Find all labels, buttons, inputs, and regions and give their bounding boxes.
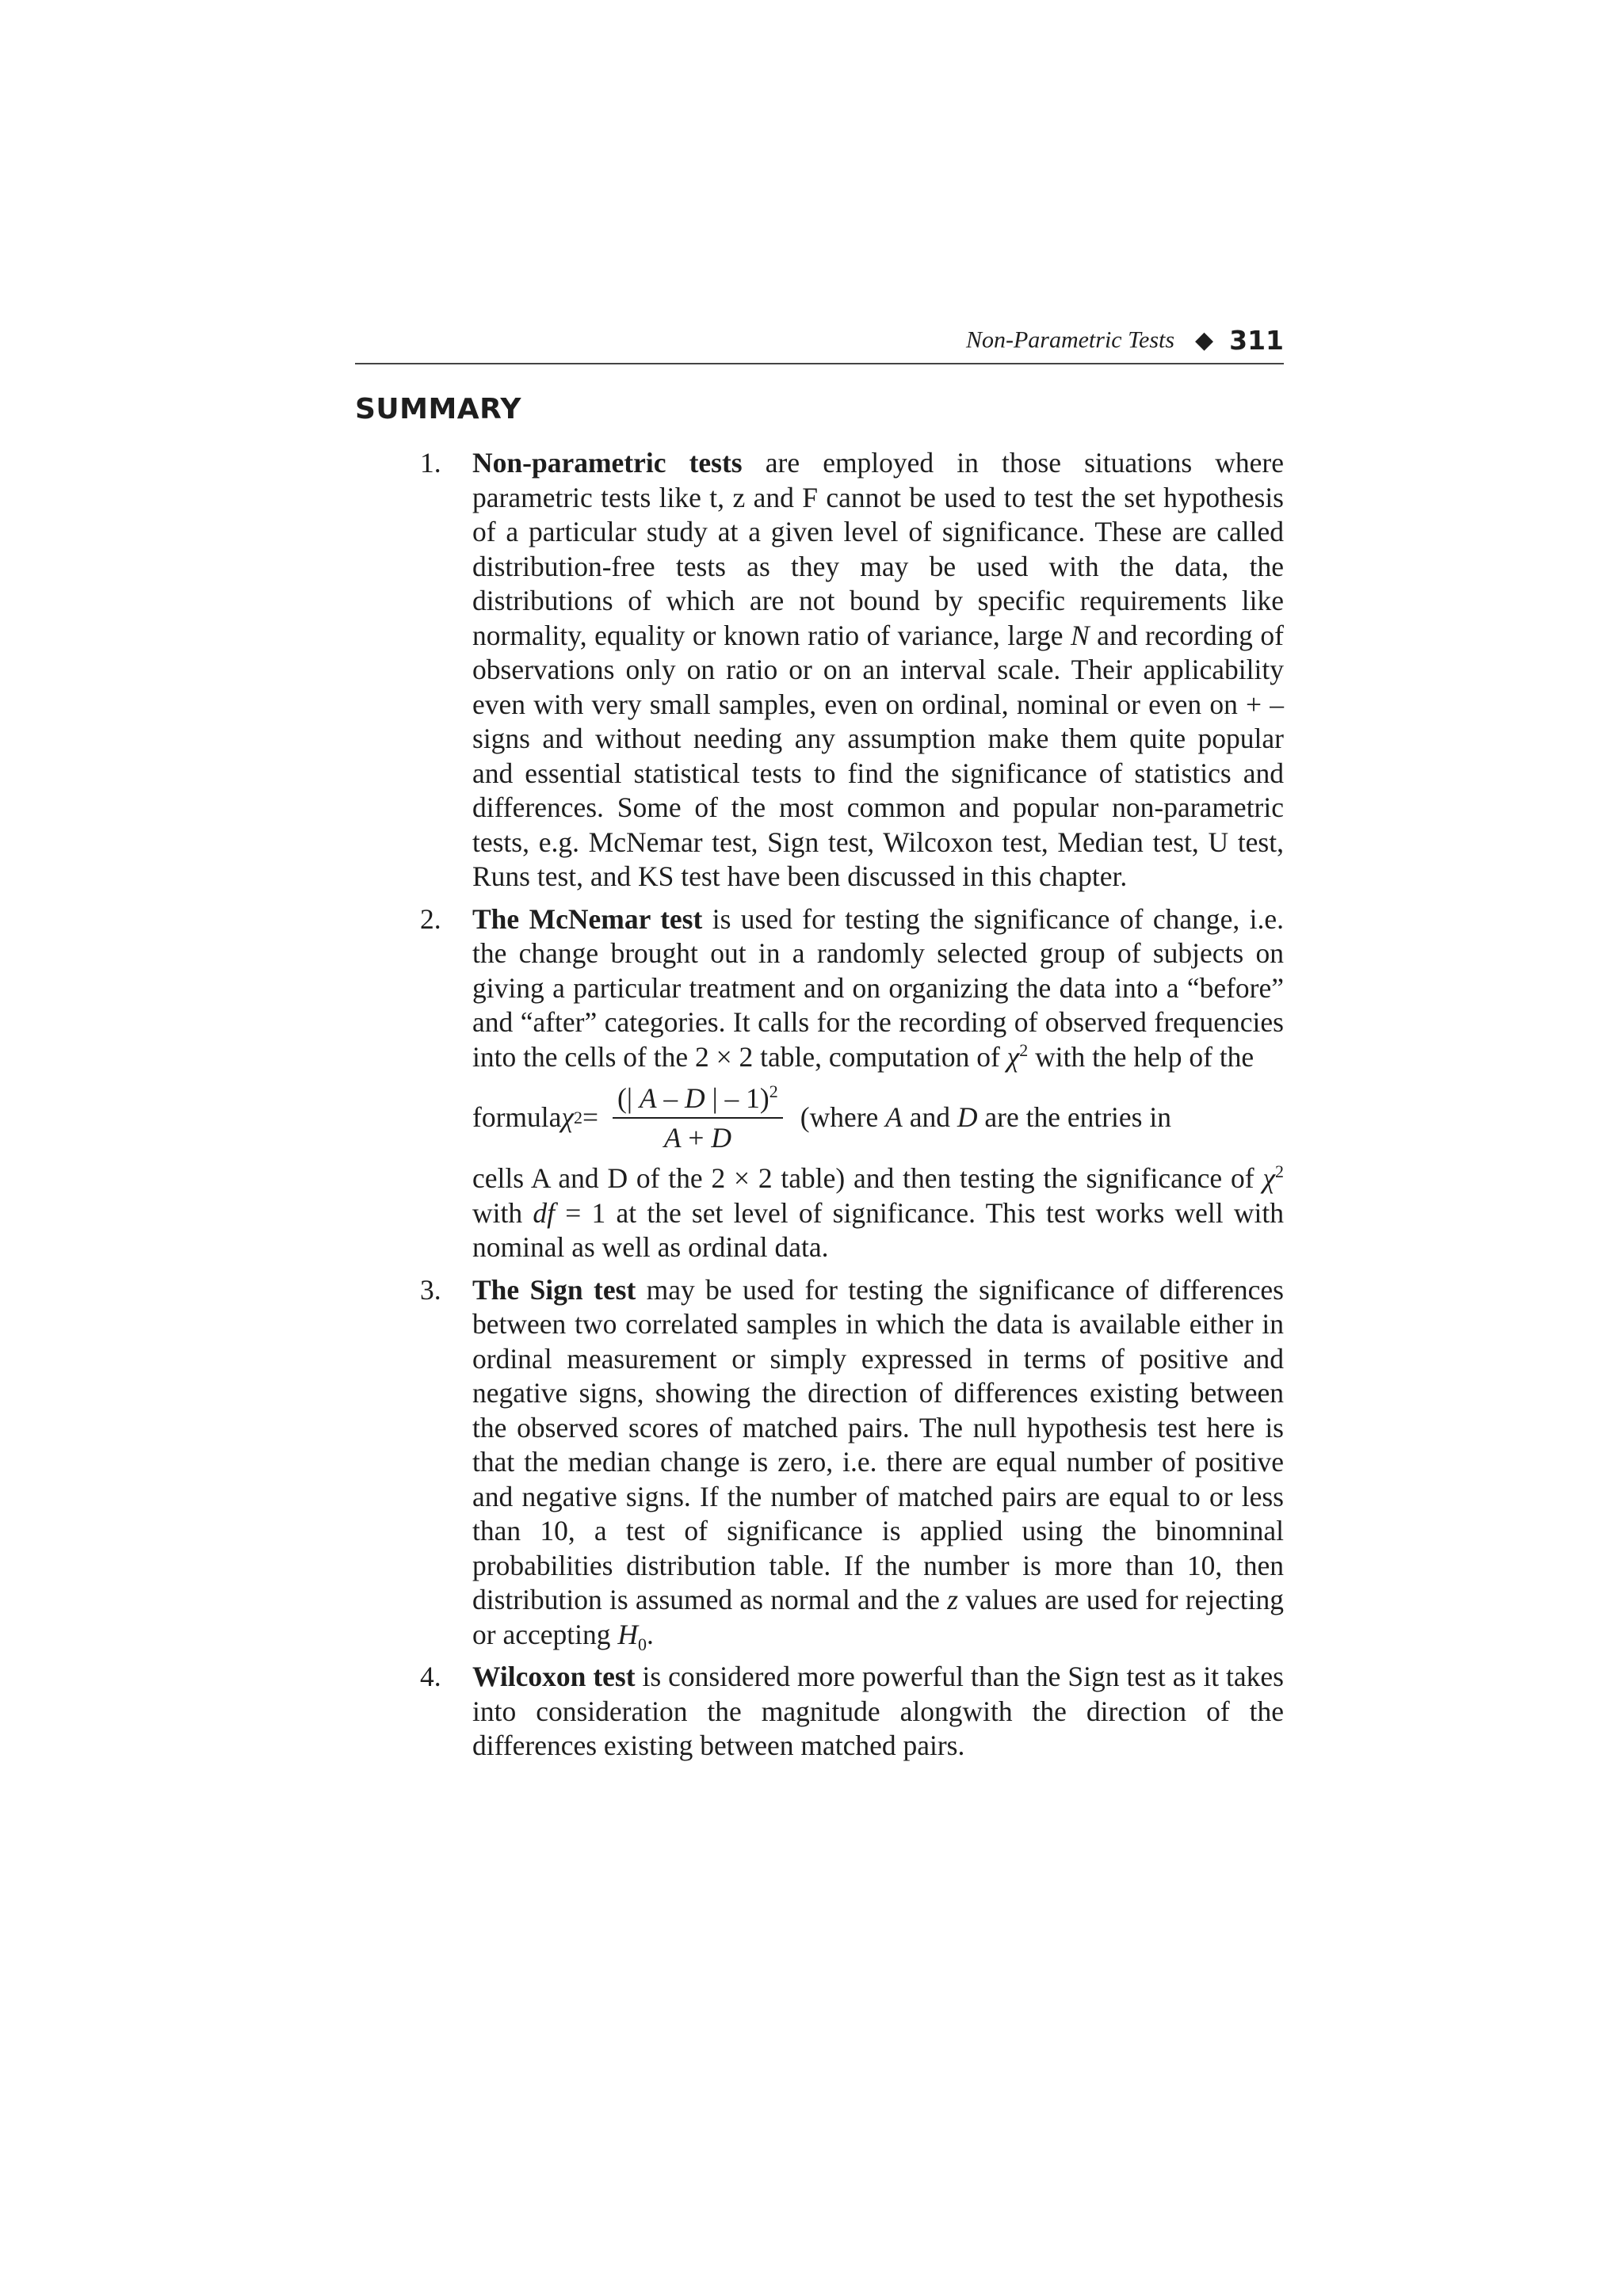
- numerator-close: | – 1): [705, 1082, 769, 1114]
- italic-variable: N: [1071, 619, 1090, 651]
- item-text: cells A and D of the 2 × 2 table) and then testing the significance of: [472, 1162, 1263, 1194]
- formula-note-text: and: [902, 1101, 957, 1134]
- formula-word: formula: [472, 1101, 562, 1134]
- denominator-plus: +: [681, 1122, 712, 1154]
- summary-heading: SUMMARY: [355, 393, 521, 425]
- item-text: is used for testing the significance of change, i.e. the change brought out in a randomly selected group of subjects on giving a particular treatment and on organizing the data into a “before” and “after” categories. It calls for the recording of observed frequencies into the cells of the 2 × 2 table, computation of: [472, 902, 1284, 1073]
- numerator-minus: –: [656, 1082, 685, 1114]
- italic-variable: z: [947, 1584, 959, 1615]
- chi-symbol: χ: [1262, 1162, 1275, 1194]
- formula-note-text: (where: [800, 1101, 886, 1134]
- subscript: 0: [637, 1634, 647, 1654]
- denominator-var-d: D: [711, 1122, 731, 1154]
- item-term: Non-parametric tests: [472, 447, 743, 479]
- italic-variable: df: [533, 1196, 555, 1229]
- item-text: with: [472, 1196, 533, 1229]
- equals-sign: =: [582, 1101, 599, 1134]
- denominator-var-a: A: [663, 1122, 682, 1154]
- item-text: and recording of observations only on ratio or on an interval scale. Their applicability even with very small samples, even on ordinal, nominal or even on + – signs and without needing any assumption make them quite popular and essential statistical tests to find the significance of statistics and differences. Some of the most common and popular non-parametric tests, e.g. McNemar test, Sign test, Wilcoxon test, Median test, U test, Runs test, and KS test have been discussed in this chapter.: [472, 619, 1284, 892]
- chi-symbol: χ: [1006, 1040, 1020, 1073]
- item-text: is considered more powerful than the Sign test as it takes into consideration the magnitude alongwith the direction of the differences existing between matched pairs.: [472, 1661, 1284, 1761]
- list-item: [355, 1273, 1284, 1653]
- item-text: may be used for testing the significance of differences between two correlated samples in which the data is available either in ordinal measurement or simply expressed in terms of positive and negative signs, showing the direction of differences existing between the observed scores of matched pairs. The null hypothesis test here is that the median change is zero, i.e. there are equal number of positive and negative signs. If the number of matched pairs are equal to or less than 10, a test of significance is applied using the binomninal probabilities distribution table. If the number is more than 10, then distribution is assumed as normal and the: [472, 1273, 1284, 1615]
- page-number: 311: [1229, 325, 1284, 356]
- item-number: 2.: [420, 902, 441, 935]
- item-text: values are used for rejecting or accepting: [472, 1584, 1284, 1650]
- formula-fraction: [613, 1082, 783, 1154]
- formula-line: formula χ 2 = $\frac{(| A - D | - 1)^2}{A + D}$ (where A and D are the entries in: [472, 1081, 1171, 1154]
- formula-note-text: are the entries in: [977, 1101, 1171, 1134]
- item-number: 3.: [420, 1273, 441, 1306]
- item-text: .: [646, 1618, 654, 1650]
- list-item: [355, 902, 1284, 1265]
- formula-denominator: [664, 1119, 731, 1154]
- item-term: Wilcoxon test: [472, 1661, 636, 1692]
- formula-note: [800, 1100, 1171, 1135]
- numerator-var-d: D: [685, 1082, 705, 1114]
- list-item: [355, 446, 1284, 894]
- formula-numerator: [613, 1082, 783, 1119]
- numerator-open: (|: [617, 1082, 640, 1114]
- item-number: 4.: [420, 1661, 441, 1692]
- item-term: The Sign test: [472, 1273, 636, 1306]
- superscript: 2: [1275, 1161, 1284, 1182]
- page: [355, 325, 1284, 1772]
- item-text: with the help of the: [1028, 1040, 1254, 1073]
- numerator-exponent: 2: [769, 1081, 778, 1102]
- running-title: Non-Parametric Tests: [965, 326, 1175, 353]
- hypothesis-symbol: H: [617, 1618, 638, 1650]
- chi-symbol: χ: [561, 1101, 575, 1134]
- item-term: The McNemar test: [472, 902, 703, 935]
- list-item: [355, 1660, 1284, 1764]
- item-text: = 1 at the set level of significance. This test works well with nominal as well as ordinal data.: [472, 1196, 1284, 1263]
- formula-note-var-d: D: [957, 1101, 978, 1134]
- superscript: 2: [1019, 1039, 1029, 1060]
- diamond-separator-icon: ◆: [1195, 327, 1214, 353]
- running-head: [355, 325, 1284, 364]
- numerator-var-a: A: [639, 1082, 657, 1114]
- item-text: are employed in those situations where parametric tests like t, z and F cannot be used to test the set hypothesis of a particular study at a given level of significance. These are called distribution-free tests as they may be used with the data, the distributions of which are not bound by specific requirements like normality, equality or known ratio of variance, large: [472, 447, 1284, 651]
- summary-list: [355, 446, 1284, 1764]
- item-number: 1.: [420, 447, 441, 479]
- formula-note-var-a: A: [885, 1101, 903, 1134]
